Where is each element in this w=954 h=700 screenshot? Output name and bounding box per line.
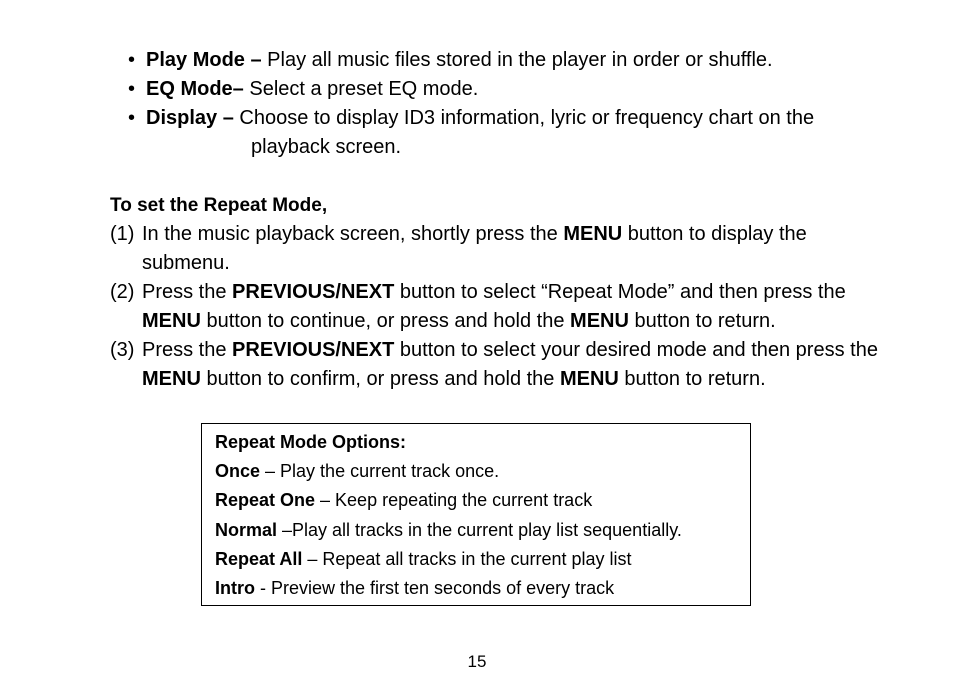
step-text: button to return. bbox=[618, 368, 766, 390]
step-button-name: MENU bbox=[570, 310, 629, 332]
repeat-mode-section bbox=[110, 191, 890, 394]
step-button-name: MENU bbox=[142, 310, 201, 332]
step-text: In the music playback screen, shortly press the bbox=[142, 223, 564, 245]
bullet-text: Choose to display ID3 information, lyric or frequency chart on the bbox=[233, 107, 815, 129]
bullet-term: Play Mode – bbox=[146, 49, 262, 71]
bullet-text: Select a preset EQ mode. bbox=[243, 78, 479, 100]
step-text: Press the bbox=[142, 339, 233, 361]
bullet-term: Display – bbox=[146, 107, 234, 129]
step-text: button to return. bbox=[628, 310, 776, 332]
option-text: – Play the current track once. bbox=[260, 461, 500, 482]
options-title: Repeat Mode Options: bbox=[215, 432, 407, 452]
option-term: Once bbox=[215, 461, 261, 482]
option-once bbox=[215, 457, 750, 486]
bullet-text: Play all music files stored in the player in order or shuffle. bbox=[261, 49, 773, 71]
step-number: (1) bbox=[110, 223, 135, 245]
step-button-name: MENU bbox=[142, 368, 201, 390]
bullet-dot: • bbox=[128, 107, 136, 129]
option-term: Repeat One bbox=[215, 490, 316, 511]
step-text: button to confirm, or press and hold the bbox=[200, 368, 560, 390]
bullet-play-mode bbox=[128, 46, 888, 75]
bullet-display bbox=[128, 104, 888, 162]
step-button-name: MENU bbox=[563, 223, 623, 245]
option-normal bbox=[215, 516, 750, 545]
section-heading: To set the Repeat Mode, bbox=[110, 195, 328, 216]
step-3 bbox=[110, 336, 890, 394]
page-number: 15 bbox=[467, 652, 487, 671]
option-repeat-all bbox=[215, 545, 750, 574]
step-text: button to select “Repeat Mode” and then press the bbox=[394, 281, 846, 303]
step-button-name: PREVIOUS/NEXT bbox=[232, 281, 395, 303]
step-text: button to display the submenu. bbox=[142, 223, 807, 274]
step-2 bbox=[110, 278, 890, 336]
option-repeat-one bbox=[215, 486, 750, 515]
feature-bullet-list bbox=[128, 46, 888, 162]
option-term: Normal bbox=[215, 519, 278, 540]
step-button-name: MENU bbox=[559, 368, 619, 390]
option-text: – Repeat all tracks in the current play list bbox=[302, 548, 632, 569]
step-text: button to select your desired mode and then press the bbox=[394, 339, 878, 361]
option-text: – Keep repeating the current track bbox=[315, 490, 593, 511]
step-1 bbox=[110, 220, 890, 278]
step-number: (2) bbox=[110, 281, 135, 303]
bullet-dot: • bbox=[128, 49, 136, 71]
option-text: –Play all tracks in the current play list sequentially. bbox=[277, 519, 682, 540]
option-intro bbox=[215, 574, 750, 603]
bullet-dot: • bbox=[128, 78, 136, 100]
option-text: - Preview the first ten seconds of every track bbox=[255, 578, 615, 599]
option-term: Repeat All bbox=[215, 548, 303, 569]
option-term: Intro bbox=[215, 578, 255, 599]
repeat-mode-options-box bbox=[201, 423, 751, 606]
bullet-eq-mode bbox=[128, 75, 888, 104]
step-number: (3) bbox=[110, 339, 135, 361]
step-text: button to continue, or press and hold the bbox=[200, 310, 571, 332]
step-text: Press the bbox=[142, 281, 233, 303]
step-button-name: PREVIOUS/NEXT bbox=[232, 339, 395, 361]
bullet-continuation: playback screen. bbox=[251, 136, 402, 158]
bullet-term: EQ Mode– bbox=[146, 78, 244, 100]
